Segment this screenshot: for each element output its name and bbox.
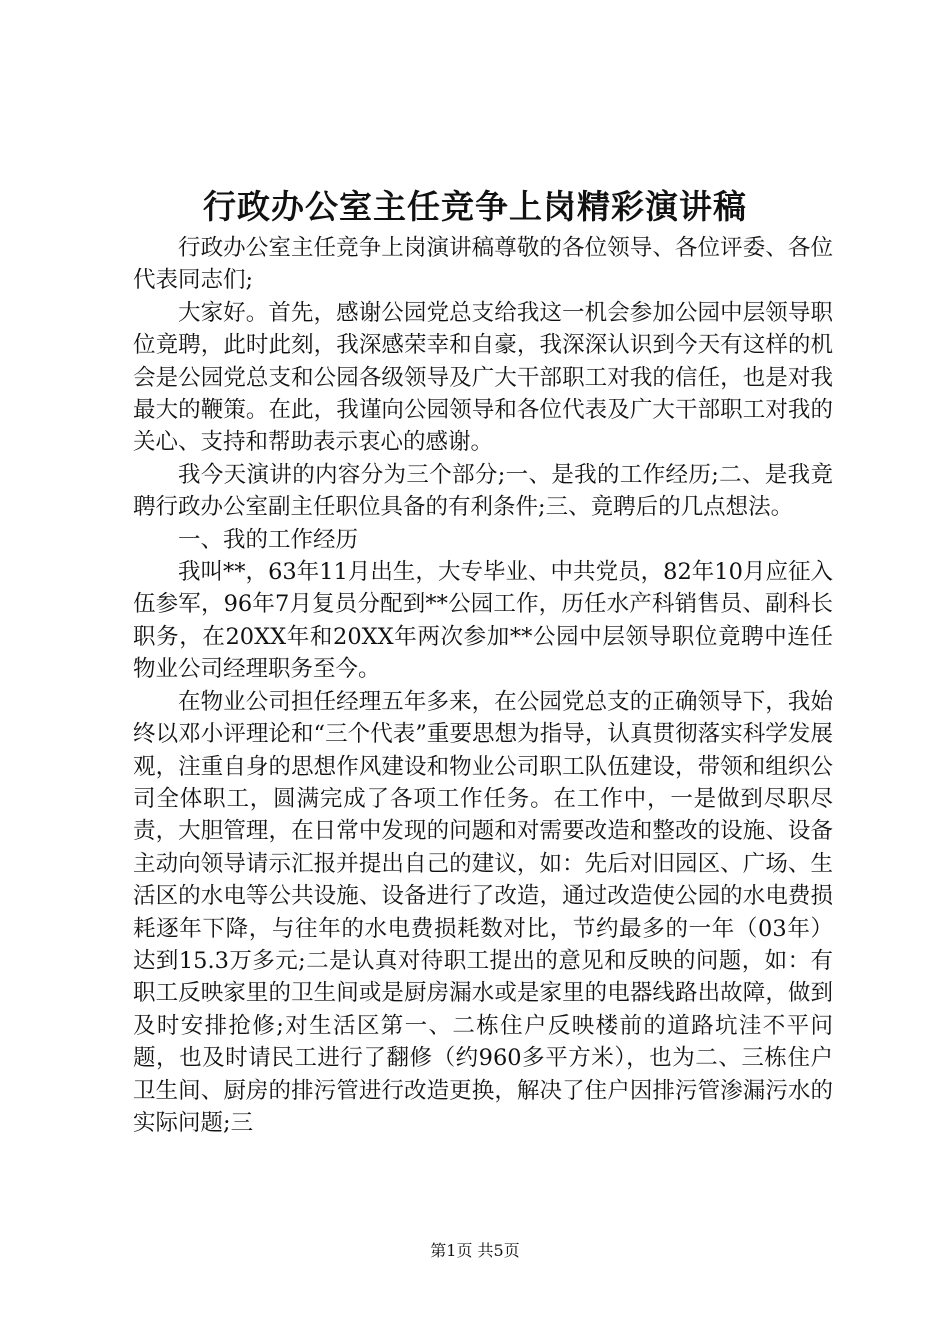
paragraph-outline: 我今天演讲的内容分为三个部分;一、是我的工作经历;二、是我竟聘行政办公室副主任职位具备的有利条件;三、竟聘后的几点想法。: [133, 461, 833, 521]
document-body: [133, 232, 833, 1139]
paragraph-personal-info: 我叫**，63年11月出生，大专毕业、中共党员，82年10月应征入伍参军，96年7月复员分配到**公园工作，历任水产科销售员、副科长职务，在20XX年和20XX年两次参加**公园中层领导职位竟聘中连任物业公司经理职务至今。: [133, 559, 833, 683]
page-footer: 第1页 共5页: [430, 1241, 520, 1260]
page-title: 行政办公室主任竞争上岗精彩演讲稿: [203, 187, 747, 226]
paragraph-work-experience: 在物业公司担任经理五年多来，在公园党总支的正确领导下，我始终以邓小评理论和“三个代表”重要思想为指导，认真贯彻落实科学发展观，注重自身的思想作风建设和物业公司职工队伍建设，带领和组织公司全体职工，圆满完成了各项工作任务。在工作中，一是做到尽职尽责，大胆管理，在日常中发现的问题和对需要改造和整改的设施、设备主动向领导请示汇报并提出自己的建议，如：先后对旧园区、广场、生活区的水电等公共设施、设备进行了改造，通过改造使公园的水电费损耗逐年下降，与往年的水电费损耗数对比，节约最多的一年（03年）达到15.3万多元;二是认真对待职工提出的意见和反映的问题，如：有职工反映家里的卫生间或是厨房漏水或是家里的电器线路出故障，做到及时安排抢修;对生活区第一、二栋住户反映楼前的道路坑洼不平问题，也及时请民工进行了翻修（约960多平方米），也为二、三栋住户卫生间、厨房的排污管进行改造更换，解决了住户因排污管渗漏污水的实际问题;三: [133, 688, 833, 1136]
section-heading-work-history: 一、我的工作经历: [178, 526, 359, 553]
paragraph-greeting: 行政办公室主任竞争上岗演讲稿尊敬的各位领导、各位评委、各位代表同志们;: [133, 235, 833, 294]
paragraph-thanks: 大家好。首先，感谢公园党总支给我这一机会参加公园中层领导职位竟聘，此时此刻，我深感荣幸和自豪，我深深认识到今天有这样的机会是公园党总支和公园各级领导及广大干部职工对我的信任，也是对我最大的鞭策。在此，我谨向公园领导和各位代表及广大干部职工对我的关心、支持和帮助表示衷心的感谢。: [133, 299, 833, 456]
